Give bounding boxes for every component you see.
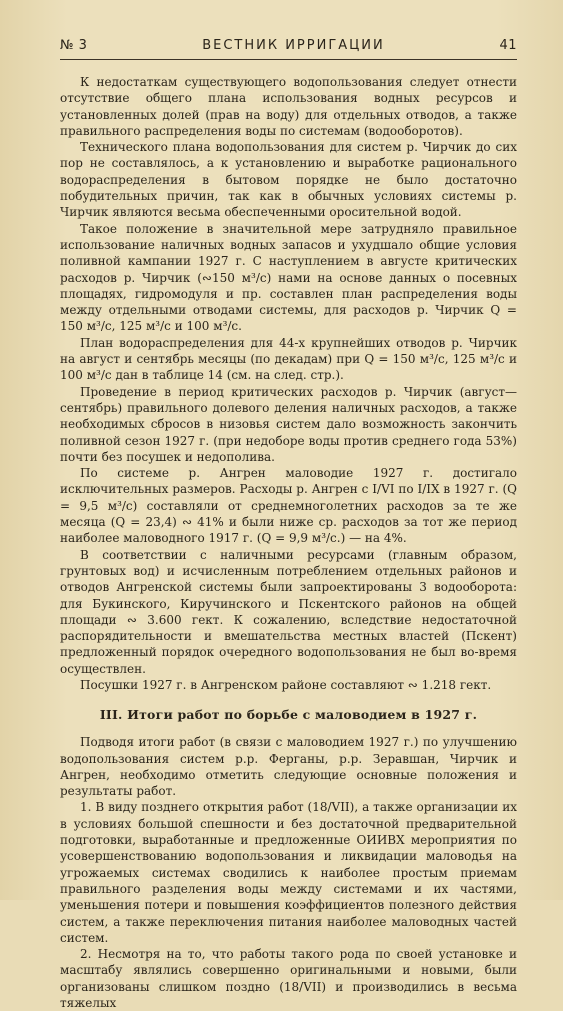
paragraph: Посушки 1927 г. в Ангренском районе составляют ∾ 1.218 гект. (80, 677, 492, 692)
paragraph: Такое положение в значительной мере затрудняло правильное использование наличных водных запасов и ухудшало общие условия поливной кампании 1927 г. С наступлением в августе критических расходов р. Чирчик (∾150 м³/с) нами на основе данных о посевных площадях, гидромодуля и пр. составлен план распределения воды между отдельными отводами системы, для расходов р. Чирчик Q = 150 м³/с, 125 м³/с и 100 м³/с. (60, 221, 517, 334)
paragraph: 1. В виду позднего открытия работ (18/VII), а также организации их в условиях большой спешности и без достаточной предварительной подготовки, выработанные и предложенные ОИИВХ мероприятия по усовершенствованию водопользования и ликвидации маловодья на угрожаемых системах сводились к наиболее простым приемам правильного разделения воды между системами и их частями, уменьшения потери и повышения коэффициентов полезного действия систем, а также переключения питания наиболее маловодных частей систем. (60, 800, 517, 945)
issue-number: № 3 (60, 38, 88, 53)
journal-title: ВЕСТНИК ИРРИГАЦИИ (202, 38, 385, 53)
body-text (60, 74, 517, 1011)
running-header (60, 38, 517, 60)
paragraph: По системе р. Ангрен маловодие 1927 г. достигало исключительных размеров. Расходы р. Ангрен с I/VI по I/IX в 1927 г. (Q = 9,5 м³/с) составляли от среднемноголетних расходов за те же месяца (Q = 23,4) ∾ 41% и были ниже ср. расходов за тот же период наиболее маловодного 1917 г. (Q = 9,9 м³/с.) — на 4%. (60, 466, 517, 546)
paragraph: Технического плана водопользования для систем р. Чирчик до сих пор не составлялось, а к установлению и выработке рационального водораспределения в бытовом порядке не было достаточно побудительных причин, так как в обычных условиях системы р. Чирчик являются весьма обеспеченными оросительной водой. (60, 140, 517, 220)
paragraph: 2. Несмотря на то, что работы такого рода по своей установке и масштабу являлись совершенно оригинальными и новыми, были организованы слишком поздно (18/VII) и производились в весьма тяжелых (60, 947, 517, 1011)
paragraph: Проведение в период критических расходов р. Чирчик (август—сентябрь) правильного долевого деления наличных расходов, а также необходимых сбросов в низовья систем дало возможность закончить поливной сезон 1927 г. (при недоборе воды против среднего года 53%) почти без посушек и недополива. (60, 384, 517, 464)
section-heading: III. Итоги работ по борьбе с маловодием в 1927 г. (99, 707, 478, 723)
paragraph: Подводя итоги работ (в связи с маловодием 1927 г.) по улучшению водопользования систем р.р. Ферганы, р.р. Зеравшан, Чирчик и Ангрен, необходимо отметить следующие основные положения и результаты работ. (60, 735, 517, 799)
paragraph: План водораспределения для 44-х крупнейших отводов р. Чирчик на август и сентябрь месяцы (по декадам) при Q = 150 м³/с, 125 м³/с и 100 м³/с дан в таблице 14 (см. на след. стр.). (60, 335, 517, 383)
paragraph: К недостаткам существующего водопользования следует отнести отсутствие общего плана использования водных ресурсов и установленных долей (прав на воду) для отдельных отводов, а также правильного распределения воды по системам (водооборотов). (60, 75, 517, 138)
paragraph: В соответствии с наличными ресурсами (главным образом, грунтовых вод) и исчисленным потреблением отдельных районов и отводов Ангренской системы были запроектированы 3 водооборота: для Букинского, Киручинского и Пскентского районов на общей площади ∾ 3.600 гект. К сожалению, вследствие недостаточной распорядительности и вмешательства местных властей (Пскент) предложенный порядок очередного водопользования не был во-время осуществлен. (60, 547, 517, 676)
page-number: 41 (499, 38, 517, 53)
